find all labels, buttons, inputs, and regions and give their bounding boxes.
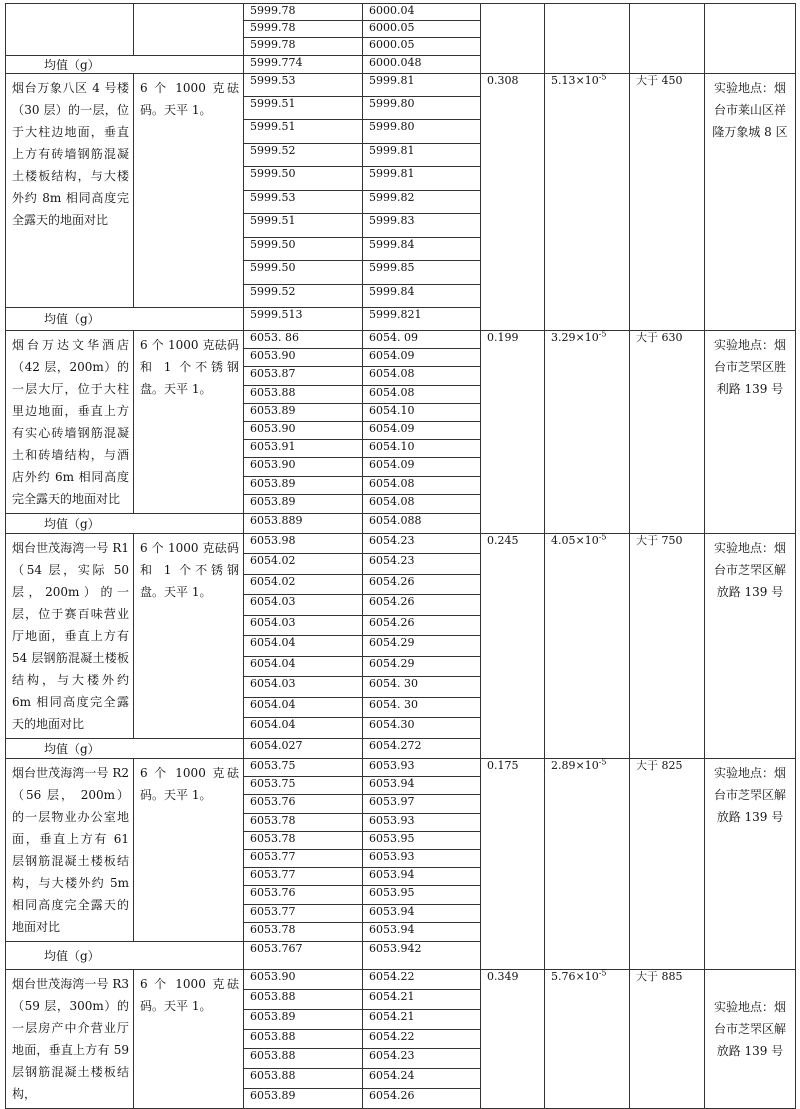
ratio-exponent: -5 xyxy=(598,72,607,82)
reading-indoor: 6054.04 xyxy=(244,635,363,656)
reading-outdoor: 6054.10 xyxy=(363,440,481,458)
reading-indoor: 5999.51 xyxy=(244,97,363,120)
ratio-base: 5.13×10 xyxy=(551,74,599,87)
reading-indoor: 6053.76 xyxy=(244,886,363,904)
difference-value: 0.308 xyxy=(481,74,545,331)
height-value: 大于 885 xyxy=(630,970,705,1109)
reading-indoor: 6053.76 xyxy=(244,795,363,813)
reading-indoor: 6053.78 xyxy=(244,813,363,831)
reading-indoor: 6053.75 xyxy=(244,759,363,777)
reading-outdoor: 5999.85 xyxy=(363,261,481,285)
reading-indoor: 6053.90 xyxy=(244,970,363,990)
reading-outdoor: 6054.09 xyxy=(363,458,481,476)
average-label: 均值（g） xyxy=(6,942,244,970)
location-note: 实验地点：烟台市莱山区祥隆万象城 8 区 xyxy=(705,74,796,331)
reading-outdoor: 6054.30 xyxy=(363,717,481,738)
average-outdoor: 6053.942 xyxy=(363,942,481,970)
reading-indoor: 6053.77 xyxy=(244,868,363,886)
reading-outdoor: 6054.10 xyxy=(363,403,481,421)
ratio-base: 5.76×10 xyxy=(551,970,599,983)
ratio-value xyxy=(545,534,630,759)
reading-indoor: 6053.89 xyxy=(244,494,363,513)
reading-outdoor: 6054.08 xyxy=(363,385,481,403)
reading-indoor: 6054.03 xyxy=(244,676,363,697)
reading-outdoor: 6054. 09 xyxy=(363,331,481,349)
reading-indoor: 6053.98 xyxy=(244,534,363,554)
reading-row xyxy=(6,4,796,21)
measurement-table-page xyxy=(5,3,795,1109)
reading-outdoor: 6054.23 xyxy=(363,553,481,574)
site-description: 烟台万达文华酒店（42 层，200m）的一层大厅，位于大柱里边地面，垂直上方有实心砖墙钢筋混凝土和砖墙结构，与酒店外约 6m 相同高度完全露天的地面对比 xyxy=(6,331,134,514)
location-note: 实验地点：烟台市芝罘区胜利路 139 号 xyxy=(705,331,796,534)
reading-row xyxy=(6,759,796,777)
reading-outdoor: 5999.82 xyxy=(363,191,481,214)
reading-outdoor: 6054.29 xyxy=(363,656,481,676)
reading-row xyxy=(6,970,796,990)
reading-indoor: 6054.03 xyxy=(244,615,363,635)
reading-indoor: 6053.89 xyxy=(244,403,363,421)
load-description: 6 个 1000 克砝码。天平 1。 xyxy=(134,74,244,308)
ratio-cell xyxy=(545,4,630,74)
measurement-table xyxy=(5,3,796,1109)
reading-outdoor: 5999.80 xyxy=(363,120,481,144)
load-description: 6 个 1000 克砝码和 1 个不锈钢盘。天平 1。 xyxy=(134,331,244,514)
reading-indoor: 6054.04 xyxy=(244,717,363,738)
reading-indoor: 6053.90 xyxy=(244,458,363,476)
reading-indoor: 6053.88 xyxy=(244,1049,363,1069)
average-label: 均值（g） xyxy=(6,514,244,534)
ratio-exponent: -5 xyxy=(598,968,607,978)
reading-indoor: 6054.03 xyxy=(244,594,363,615)
reading-row xyxy=(6,331,796,349)
reading-indoor: 6054.04 xyxy=(244,697,363,717)
reading-outdoor: 6054.09 xyxy=(363,349,481,367)
reading-outdoor: 6054.22 xyxy=(363,970,481,990)
reading-outdoor: 6053.93 xyxy=(363,759,481,777)
ratio-value xyxy=(545,759,630,970)
height-cell xyxy=(630,4,705,74)
reading-outdoor: 6053.93 xyxy=(363,849,481,867)
reading-outdoor: 6054.21 xyxy=(363,989,481,1009)
height-value: 大于 750 xyxy=(630,534,705,759)
reading-outdoor: 5999.84 xyxy=(363,285,481,308)
reading-indoor: 6053.88 xyxy=(244,989,363,1009)
reading-indoor: 6053.90 xyxy=(244,349,363,367)
location-note: 实验地点：烟台市芝罘区解放路 139 号 xyxy=(705,534,796,759)
average-outdoor: 6054.088 xyxy=(363,514,481,534)
ratio-base: 2.89×10 xyxy=(551,759,599,772)
location-note: 实验地点：烟台市芝罘区解放路 139 号 xyxy=(705,970,796,1109)
reading-outdoor: 5999.81 xyxy=(363,74,481,97)
reading-indoor: 5999.53 xyxy=(244,191,363,214)
reading-outdoor: 6054.24 xyxy=(363,1069,481,1089)
reading-indoor: 5999.78 xyxy=(244,38,363,56)
reading-outdoor: 6000.05 xyxy=(363,21,481,38)
reading-outdoor: 6054.26 xyxy=(363,594,481,615)
reading-outdoor: 6054.08 xyxy=(363,494,481,513)
reading-indoor: 5999.53 xyxy=(244,74,363,97)
reading-indoor: 5999.52 xyxy=(244,285,363,308)
site-description: 烟台世茂海湾一号 R3（59 层，300m）的一层房产中介营业厅地面，垂直上方有 59 层钢筋混凝土楼板结构， xyxy=(6,970,134,1109)
average-indoor: 6053.889 xyxy=(244,514,363,534)
difference-value: 0.245 xyxy=(481,534,545,759)
reading-outdoor: 6053.97 xyxy=(363,795,481,813)
reading-outdoor: 6054.08 xyxy=(363,476,481,494)
reading-outdoor: 6053.94 xyxy=(363,922,481,941)
reading-indoor: 5999.78 xyxy=(244,4,363,21)
reading-indoor: 5999.52 xyxy=(244,144,363,167)
reading-outdoor: 6054. 30 xyxy=(363,676,481,697)
reading-indoor: 6053.88 xyxy=(244,385,363,403)
reading-outdoor: 6054.29 xyxy=(363,635,481,656)
reading-indoor: 6053.88 xyxy=(244,1069,363,1089)
empty-cell xyxy=(134,4,244,56)
average-indoor: 5999.774 xyxy=(244,56,363,74)
reading-outdoor: 6053.94 xyxy=(363,868,481,886)
empty-cell xyxy=(6,4,134,56)
reading-indoor: 5999.78 xyxy=(244,21,363,38)
reading-outdoor: 5999.81 xyxy=(363,167,481,191)
location-cell xyxy=(705,4,796,74)
reading-outdoor: 6053.95 xyxy=(363,831,481,849)
reading-outdoor: 6054.21 xyxy=(363,1009,481,1029)
ratio-exponent: -5 xyxy=(598,757,607,767)
reading-outdoor: 6054.08 xyxy=(363,367,481,385)
table-body xyxy=(6,4,796,1109)
reading-outdoor: 5999.81 xyxy=(363,144,481,167)
site-description: 烟台世茂海湾一号 R1（54 层，实际 50 层，200m）的一层，位于赛百味营业厅地面，垂直上方有 54 层钢筋混凝土楼板结构，与大楼外约 6m 相同高度完全露天的地面对比 xyxy=(6,534,134,739)
reading-indoor: 6053.78 xyxy=(244,831,363,849)
reading-indoor: 5999.51 xyxy=(244,120,363,144)
reading-indoor: 6054.04 xyxy=(244,656,363,676)
reading-outdoor: 6054.26 xyxy=(363,574,481,594)
average-label: 均值（g） xyxy=(6,308,244,331)
load-description: 6 个 1000 克砝码和 1 个不锈钢盘。天平 1。 xyxy=(134,534,244,739)
reading-outdoor: 6054.26 xyxy=(363,615,481,635)
ratio-base: 4.05×10 xyxy=(551,534,599,547)
reading-indoor: 6053.89 xyxy=(244,476,363,494)
reading-row xyxy=(6,534,796,554)
reading-outdoor: 6053.93 xyxy=(363,813,481,831)
reading-indoor: 6053.77 xyxy=(244,904,363,922)
reading-outdoor: 6054.26 xyxy=(363,1089,481,1109)
ratio-value xyxy=(545,331,630,534)
reading-outdoor: 5999.80 xyxy=(363,97,481,120)
reading-indoor: 5999.50 xyxy=(244,238,363,261)
load-description: 6 个 1000 克砝码。天平 1。 xyxy=(134,970,244,1109)
reading-indoor: 6053. 86 xyxy=(244,331,363,349)
ratio-exponent: -5 xyxy=(598,532,607,542)
reading-outdoor: 5999.84 xyxy=(363,238,481,261)
ratio-value xyxy=(545,74,630,331)
ratio-value xyxy=(545,970,630,1109)
reading-indoor: 6053.90 xyxy=(244,421,363,439)
ratio-exponent: -5 xyxy=(598,329,607,339)
ratio-base: 3.29×10 xyxy=(551,331,599,344)
average-outdoor: 6054.272 xyxy=(363,739,481,759)
reading-outdoor: 6054.23 xyxy=(363,534,481,554)
reading-indoor: 6054.02 xyxy=(244,574,363,594)
reading-indoor: 5999.50 xyxy=(244,167,363,191)
site-description: 烟台世茂海湾一号 R2（56 层， 200m）的一层物业办公室地面，垂直上方有 61 层钢筋混凝土楼板结构，与大楼外约 5m 相同高度完全露天的地面对比 xyxy=(6,759,134,942)
difference-value: 0.199 xyxy=(481,331,545,534)
reading-outdoor: 6054.22 xyxy=(363,1029,481,1049)
average-outdoor: 6000.048 xyxy=(363,56,481,74)
location-note: 实验地点：烟台市芝罘区解放路 139 号 xyxy=(705,759,796,970)
reading-indoor: 6053.89 xyxy=(244,1009,363,1029)
reading-outdoor: 6053.94 xyxy=(363,777,481,795)
reading-outdoor: 6054.09 xyxy=(363,421,481,439)
reading-outdoor: 6053.94 xyxy=(363,904,481,922)
diff-cell xyxy=(481,4,545,74)
average-indoor: 5999.513 xyxy=(244,308,363,331)
reading-indoor: 6053.77 xyxy=(244,849,363,867)
height-value: 大于 630 xyxy=(630,331,705,534)
load-description: 6 个 1000 克砝码。天平 1。 xyxy=(134,759,244,942)
reading-indoor: 5999.50 xyxy=(244,261,363,285)
average-label: 均值（g） xyxy=(6,739,244,759)
reading-outdoor: 6000.04 xyxy=(363,4,481,21)
reading-outdoor: 6000.05 xyxy=(363,38,481,56)
difference-value: 0.349 xyxy=(481,970,545,1109)
reading-indoor: 6053.78 xyxy=(244,922,363,941)
height-value: 大于 825 xyxy=(630,759,705,970)
reading-row xyxy=(6,74,796,97)
average-indoor: 6054.027 xyxy=(244,739,363,759)
reading-outdoor: 5999.83 xyxy=(363,214,481,238)
reading-outdoor: 6054.23 xyxy=(363,1049,481,1069)
reading-indoor: 6053.75 xyxy=(244,777,363,795)
reading-indoor: 6053.89 xyxy=(244,1089,363,1109)
reading-indoor: 6053.91 xyxy=(244,440,363,458)
difference-value: 0.175 xyxy=(481,759,545,970)
reading-outdoor: 6053.95 xyxy=(363,886,481,904)
site-description: 烟台万象八区 4 号楼（30 层）的一层，位于大柱边地面，垂直上方有砖墙钢筋混凝土楼板结构，与大楼外约 8m 相同高度完全露天的地面对比 xyxy=(6,74,134,308)
reading-indoor: 6054.02 xyxy=(244,553,363,574)
average-outdoor: 5999.821 xyxy=(363,308,481,331)
average-indoor: 6053.767 xyxy=(244,942,363,970)
reading-indoor: 5999.51 xyxy=(244,214,363,238)
reading-indoor: 6053.87 xyxy=(244,367,363,385)
reading-indoor: 6053.88 xyxy=(244,1029,363,1049)
average-label: 均值（g） xyxy=(6,56,244,74)
reading-outdoor: 6054. 30 xyxy=(363,697,481,717)
height-value: 大于 450 xyxy=(630,74,705,331)
